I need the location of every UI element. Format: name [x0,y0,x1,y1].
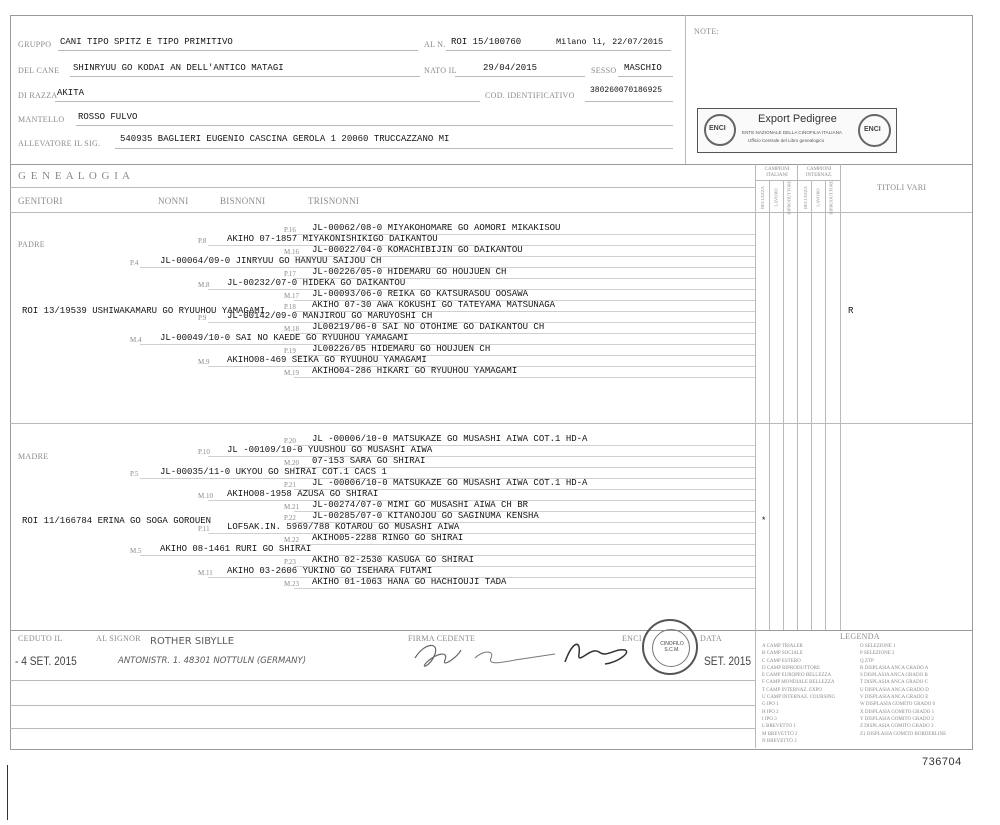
legenda-item: A CAMP TRIALER [762,644,803,649]
nato-label: NATO IL [424,66,457,75]
stamp-line1: ENTE NAZIONALE DELLA CINOFILIA ITALIANA [742,130,842,135]
col-trisnonni: TRISNONNI [308,196,360,206]
legenda-item: E CAMP EUROPEO BELLEZZA [762,673,832,679]
col-bisnonni: BISNONNI [220,196,266,206]
padre-row-sup: M.17 [284,292,299,300]
madre-row-name: 07-153 SARA GO SHIRAI [312,456,426,466]
col-line-4 [797,164,798,630]
madre-row-name: JL -00006/10-0 MATSUKAZE GO MUSASHI AIWA COT.1 HD-A [312,434,588,444]
allevatore-label: ALLEVATORE IL SIG. [18,139,101,148]
padre-row-name: JL-00022/04-0 KOMACHIBIJIN GO DAIKANTOU [312,245,523,255]
legenda-item: T DISPLASIA ANCA GRADO C [860,680,928,686]
stamp-line2: Ufficio Centrale del Libro genealogico [748,138,825,143]
footer-divider [755,630,756,748]
madre-row-name: JL-00274/07-0 MIMI GO MUSASHI AIWA CH BR [312,500,529,510]
madre-row-sup: M.21 [284,503,299,511]
padre-row-name: JL-00093/06-0 REIKA GO KATSURASOU OOSAWA [312,289,529,299]
legenda-item: P SELEZIONE 2 [860,651,895,657]
place-date: Milano li, 22/07/2015 [556,37,664,47]
legenda-item: U DISPLASIA ANCA GRADO D [860,687,929,693]
legenda-item: Q ZTP [860,658,874,664]
legenda-item: Z DISPLASIA GOMITO GRADO 3 [860,724,934,730]
padre-row-name: JL-00049/10-0 SAI NO KAEDE GO RYUUHOU YAMAGAMI [160,333,409,343]
campioni-italiani-label: CAMPIONI ITALIANI [764,167,790,178]
legenda-item: W DISPLASIA GOMITO GRADO 0 [860,702,936,708]
padre-row-sup: M.8 [198,281,210,289]
madre-row-line [294,588,755,589]
gruppo-label: GRUPPO [18,40,52,49]
padre-row-name: JL-00232/07-0 HIDEKA GO DAIKANTOU [227,278,406,288]
sesso-line [618,76,673,77]
ceduto-date: - 4 SET. 2015 [15,654,77,668]
note-divider [685,15,686,165]
padre-row-sup: P.9 [198,314,207,322]
padre-row-sup: P.16 [284,226,296,234]
madre-row-name: AKIHO 02-2530 KASUGA GO SHIRAI [312,555,475,565]
madre-row-sup: P.20 [284,437,296,445]
madre-row-sup: M.5 [130,547,142,555]
stamp-title: Export Pedigree [758,113,837,125]
madre-row-name: JL -00006/10-0 MATSUKAZE GO MUSASHI AIWA COT.1 HD-A [312,478,588,488]
legenda-item: G IPO 1 [762,702,779,708]
legenda-item: T CAMP INTERNAZ. EXPO [762,687,823,693]
nato-value: 29/04/2015 [483,63,538,73]
enci-seal-right-icon [858,114,891,147]
legenda-item: D CAMP RIPRODUTTORE [762,665,821,671]
sub-riproduttore-2: RIPRODUTTORE [828,180,834,215]
padre-row-name: AKIHO 07-1857 MIYAKONISHIKIGO DAIKANTOU [227,234,438,244]
cane-line [70,76,420,77]
padre-row-sup: M.16 [284,248,299,256]
padre-row-sup: P.17 [284,270,296,278]
legenda-item: O SELEZIONE 1 [860,644,896,649]
sub-riproduttore-1: RIPRODUTTORE [786,180,792,215]
padre-row-sup: M.19 [284,369,299,377]
sub-bellezza-2: BELLEZZA [802,186,808,209]
padre-row-name: JL-00064/09-0 JINRYUU GO HANYUU SAIJOU CH [160,256,382,266]
sub-lavoro-2: LAVORO [815,188,821,207]
col-line-6 [825,180,826,630]
madre-row-name: AKIHO 03-2606 YUKINO GO ISEHARA FUTAMI [227,566,433,576]
col-line-3 [783,180,784,630]
padre-row-sup: P.8 [198,237,207,245]
padre-row-sup: P.18 [284,303,296,311]
padre-madre-separator [10,423,972,424]
cod-label: COD. IDENTIFICATIVO [485,91,575,100]
seal-text: CINOFILO S.C.M. [660,641,684,653]
madre-row-sup: P.22 [284,514,296,522]
madre-name: ROI 11/166784 ERINA GO SOGA GOROUEN [22,516,212,526]
madre-row-sup: M.11 [198,569,213,577]
sesso-label: SESSO [591,66,617,75]
signature-drawing [405,636,645,676]
legenda-item: Y DISPLASIA GOMITO GRADO 2 [860,716,934,722]
gruppo-line [58,50,418,51]
padre-row-name: JL00226/05 HIDEMARU GO HOUJUEN CH [312,344,491,354]
legenda-item: F CAMP MONDIALE BELLEZZA [762,680,835,686]
madre-row-sup: P.5 [130,470,139,478]
right-date: SET. 2015 [704,654,752,668]
madre-row-sup: M.23 [284,580,299,588]
serial-number: 736704 [922,756,962,768]
padre-row-name: JL00219/06-0 SAI NO OTOHIME GO DAIKANTOU CH [312,322,545,332]
signor-name: ROTHER SIBYLLE [150,636,235,647]
nato-line [455,76,585,77]
genealogia-title: G E N E A L O G I A [18,170,132,182]
madre-row-name: JL-00035/11-0 UKYOU GO SHIRAI COT.1 CACS 1 [160,467,387,477]
padre-row-name: AKIHO08-469 SEIKA GO RYUUHOU YAMAGAMI [227,355,427,365]
cane-value: SHINRYUU GO KODAI AN DELL'ANTICO MATAGI [73,63,284,73]
legenda-item: I IPO 3 [762,716,777,722]
aln-value: ROI 15/100760 [451,37,522,47]
aln-label: AL N. [424,40,446,49]
col-line-5 [811,180,812,630]
allevatore-line [115,148,673,149]
legenda-right-list [860,643,946,738]
madre-row-sup: P.21 [284,481,296,489]
razza-line [55,101,480,102]
genealogia-title-line [10,187,755,188]
madre-row-line [294,544,755,545]
titoli-vari-label: TITOLI VARI [877,183,927,192]
gruppo-value: CANI TIPO SPITZ E TIPO PRIMITIVO [60,37,233,47]
legenda-item: H IPO 2 [762,709,779,715]
margin-mark [7,765,8,820]
cod-line [585,101,673,102]
razza-value: AKITA [57,88,85,98]
madre-row-sup: P.11 [198,525,210,533]
col-line-1 [755,164,756,630]
col-line-7 [840,164,841,630]
cod-value: 380260070186925 [590,86,663,95]
padre-name: ROI 13/19539 USHIWAKAMARU GO RYUUHOU YAMAGAMI [22,306,266,316]
padre-row-sup: M.9 [198,358,210,366]
padre-label: PADRE [18,240,45,249]
ceduto-label: CEDUTO IL [18,634,63,643]
madre-row-sup: M.20 [284,459,299,467]
sub-bellezza-1: BELLEZZA [759,186,765,209]
signor-address: ANTONISTR. 1. 48301 NOTTULN (GERMANY) [118,656,307,666]
genealogia-bottom [10,630,972,631]
legenda-item: V DISPLASIA ANCA GRADO E [860,695,929,701]
enci-seal-left-icon [704,114,736,146]
padre-row-name: JL-00142/09-0 MANJIROU GO MARUYOSHI CH [227,311,433,321]
data-label: DATA [700,634,722,643]
madre-row-name: AKIHO05-2288 RINGO GO SHIRAI [312,533,464,543]
signor-label: AL SIGNOR [96,634,141,643]
mantello-line [76,125,673,126]
madre-row-line [208,533,755,534]
padre-row-name: AKIHO04-286 HIKARI GO RYUUHOU YAMAGAMI [312,366,518,376]
campioni-internaz-label: CAMPIONI INTERNAZ. [805,167,833,178]
madre-row-name: AKIHO 01-1063 HANA GO HACHIOUJI TADA [312,577,507,587]
padre-row-sup: M.4 [130,336,142,344]
legenda-item: X DISPLASIA GOMITO GRADO 1 [860,709,935,715]
footer-line-1 [10,680,755,681]
left-seal-text: ENCI [709,125,726,132]
madre-row-name: JL -00109/10-0 YUUSHOU GO MUSASHI AIWA [227,445,433,455]
aln-line [446,50,671,51]
legenda-item: L BREVETTO 1 [762,724,796,730]
cinofilo-seal-icon [642,619,698,675]
madre-row-sup: P.10 [198,448,210,456]
legenda-item: Z1 DISPLASIA GOMITO BORDERLINE [860,731,947,737]
legenda-item: B CAMP SOCIALE [762,651,803,657]
right-seal-text: ENCI [864,126,881,133]
sesso-value: MASCHIO [624,63,662,73]
madre-row-name: AKIHO 08-1461 RURI GO SHIRAI [160,544,312,554]
note-label: NOTE: [694,27,720,36]
footer-line-2 [10,705,755,706]
madre-row-line [208,456,755,457]
mantello-label: MANTELLO [18,115,65,124]
padre-row-name: JL-00226/05-0 HIDEMARU GO HOUJUEN CH [312,267,507,277]
padre-row-name: AKIHO 07-30 AWA KOKUSHI GO TATEYAMA MATSUNAGA [312,300,556,310]
padre-row-sup: M.18 [284,325,299,333]
firma-label: FIRMA CEDENTE [408,634,476,643]
madre-row-name: AKIHO08-1958 AZUSA GO SHIRAI [227,489,379,499]
madre-row-name: LOF5AK.IN. 5969/788 KOTAROU GO MUSASHI AIWA [227,522,460,532]
legenda-title: LEGENDA [840,632,880,641]
header-bottom-line [10,164,972,165]
export-pedigree-stamp [697,108,897,153]
mantello-value: ROSSO FULVO [78,112,138,122]
padre-mark: R [848,306,854,316]
padre-row-name: JL-00062/08-0 MIYAKOHOMARE GO AOMORI MIKAKISOU [312,223,561,233]
footer-line-3 [10,728,755,729]
col-line-2 [769,180,770,630]
legenda-item: U CAMP INTERNAZ. COURSING [762,695,836,701]
legenda-item: M BREVETTO 2 [762,731,798,737]
cane-label: DEL CANE [18,66,60,75]
col-nonni: NONNI [158,196,189,206]
madre-row-sup: P.23 [284,558,296,566]
padre-row-line [294,377,755,378]
sub-lavoro-1: LAVORO [773,188,779,207]
allevatore-value: 540935 BAGLIERI EUGENIO CASCINA GEROLA 1 20060 TRUCCAZZANO MI [120,134,450,144]
padre-row-sup: P.4 [130,259,139,267]
legenda-item: C CAMP ESTERO [762,658,801,664]
legenda-item: R DISPLASIA ANCA GRADO A [860,665,929,671]
madre-label: MADRE [18,452,49,461]
legenda-item: N BREVETTO 3 [762,738,797,744]
razza-label: DI RAZZA [18,91,58,100]
madre-row-sup: M.10 [198,492,213,500]
madre-row-name: JL-00285/07-0 KITANOJOU GO SAGINUMA KENSHA [312,511,539,521]
legenda-left-list [762,643,835,745]
legenda-item: S DISPLASIA ANCA GRADO B [860,673,928,679]
col-genitori: GENITORI [18,196,63,206]
madre-row-sup: M.22 [284,536,299,544]
madre-mark: * [761,516,767,526]
enci-label: ENCI [622,634,642,643]
padre-row-sup: P.19 [284,347,296,355]
